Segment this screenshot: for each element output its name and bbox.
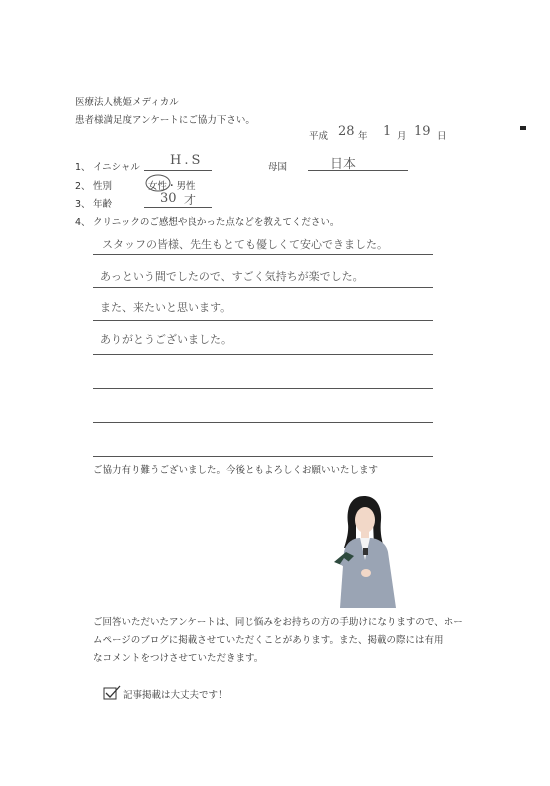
date-year: 28 <box>338 124 355 139</box>
field-country-label: 母国 <box>268 162 288 173</box>
notice-line-1: ご回答いただいたアンケートは、同じ悩みをお持ちの方の手助けになりますので、ホー <box>93 617 463 628</box>
field-initial-label: イニシャル <box>93 162 140 173</box>
answer-line-1: スタッフの皆様、先生もとても優しくて安心できました。 <box>102 238 388 251</box>
gender-selected-circle <box>145 174 171 192</box>
answer-rule-2 <box>93 287 433 288</box>
date-era: 平成 <box>309 131 329 142</box>
age-value: 30 <box>160 191 177 206</box>
initial-underline <box>144 170 212 171</box>
field-gender-label: 性別 <box>93 181 113 192</box>
question-num: 4、 <box>75 217 91 228</box>
answer-line-3: また、来たいと思います。 <box>100 301 232 314</box>
country-underline <box>308 170 408 171</box>
field-gender-num: 2、 <box>75 181 91 192</box>
answer-line-4: ありがとうございました。 <box>100 333 232 346</box>
notice-line-3: なコメントをつけさせていただきます。 <box>93 653 264 664</box>
answer-rule-3 <box>93 320 433 321</box>
date-month-unit: 月 <box>397 131 407 142</box>
clinic-name: 医療法人桃姫メディカル <box>75 97 179 108</box>
gender-options: 女性・男性 <box>148 181 196 192</box>
question-text: クリニックのご感想や良かった点などを教えてください。 <box>93 217 340 228</box>
answer-line-2: あっという間でしたので、すごく気持ちが楽でした。 <box>100 270 364 283</box>
date-day-unit: 日 <box>437 131 447 142</box>
survey-request: 患者様満足度アンケートにご協力下さい。 <box>75 115 255 126</box>
age-underline <box>144 207 212 208</box>
notice-line-2: ムページのブログに掲載させていただくことがあります。また、掲載の際には有用 <box>93 635 444 646</box>
age-unit: 才 <box>184 193 197 207</box>
field-age-num: 3、 <box>75 199 91 210</box>
answer-rule-1 <box>93 254 433 255</box>
date-day: 19 <box>414 124 431 139</box>
corner-mark <box>520 126 526 130</box>
country-value: 日本 <box>330 157 357 172</box>
thanks-message: ご協力有り難うございました。今後ともよろしくお願いいたします <box>93 465 379 476</box>
checkbox-icon[interactable] <box>103 685 121 701</box>
answer-rule-7 <box>93 456 433 457</box>
date-year-unit: 年 <box>358 131 368 142</box>
consent-label: 記事掲載は大丈夫です！ <box>123 690 228 701</box>
date-month: 1 <box>383 124 392 139</box>
staff-illustration <box>326 490 412 608</box>
answer-rule-6 <box>93 422 433 423</box>
answer-rule-5 <box>93 388 433 389</box>
answer-rule-4 <box>93 354 433 355</box>
field-initial-num: 1、 <box>75 162 91 173</box>
field-age-label: 年齢 <box>93 199 113 210</box>
initial-value: H.S <box>170 153 204 168</box>
